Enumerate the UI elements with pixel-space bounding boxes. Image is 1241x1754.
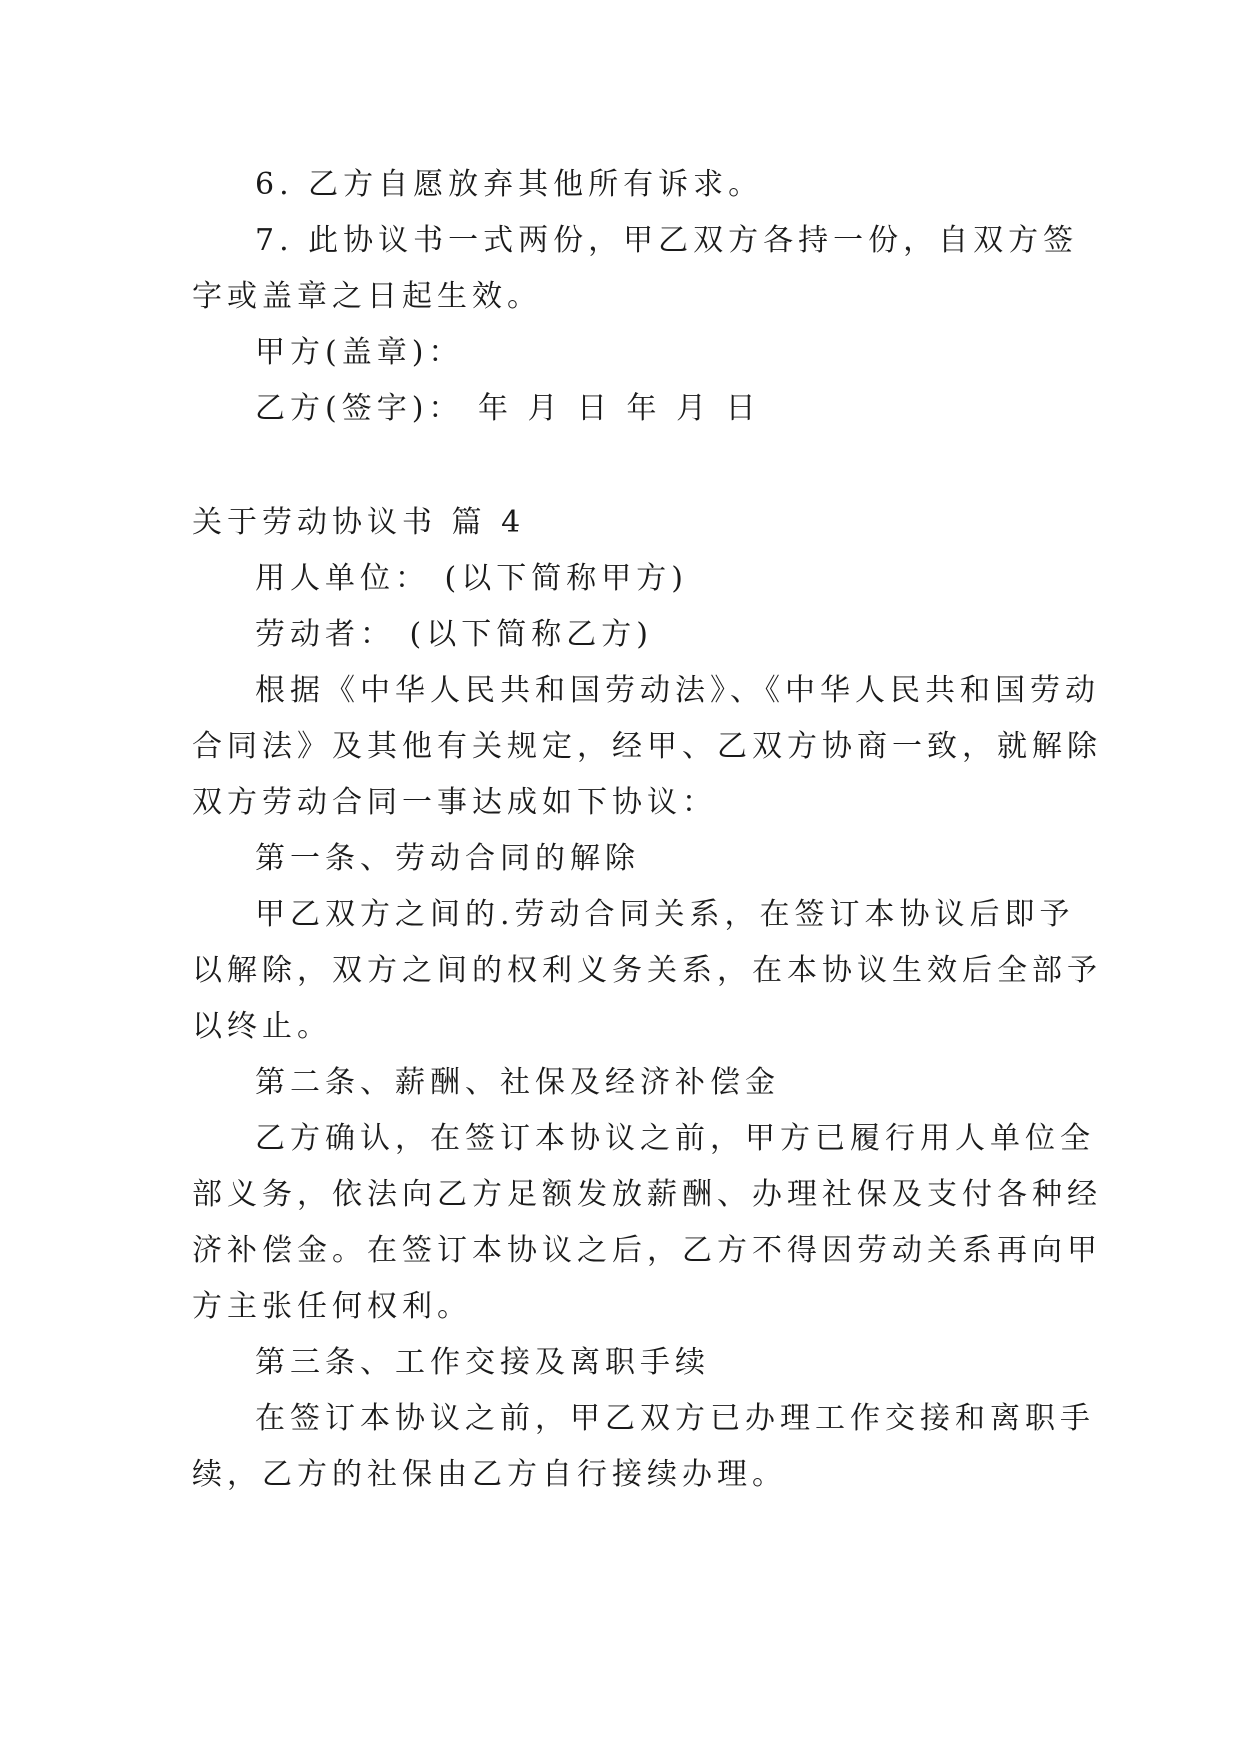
paragraph-line: 部义务，依法向乙方足额发放薪酬、办理社保及支付各种经	[192, 1177, 1102, 1212]
paragraph-line: 合同法》及其他有关规定，经甲、乙双方协商一致，就解除	[192, 729, 1102, 764]
paragraph-line: 7. 此协议书一式两份，甲乙双方各持一份，自双方签	[255, 223, 1079, 258]
paragraph-line: 乙方确认，在签订本协议之前，甲方已履行用人单位全	[255, 1121, 1095, 1156]
paragraph-line: 字或盖章之日起生效。	[192, 279, 542, 314]
paragraph-line: 根据《中华人民共和国劳动法》、《中华人民共和国劳动	[255, 673, 1100, 708]
paragraph-line: 济补偿金。在签订本协议之后，乙方不得因劳动关系再向甲	[192, 1233, 1102, 1268]
article-heading: 第一条、劳动合同的解除	[255, 841, 640, 876]
paragraph-line: 以解除，双方之间的权利义务关系，在本协议生效后全部予	[192, 953, 1102, 988]
article-heading: 第三条、工作交接及离职手续	[255, 1345, 710, 1380]
signature-line-party-a: 甲方(盖章)：	[255, 335, 464, 370]
paragraph-line: 在签订本协议之前，甲乙双方已办理工作交接和离职手	[255, 1401, 1095, 1436]
paragraph-line: 方主张任何权利。	[192, 1289, 472, 1324]
paragraph-line: 用人单位： (以下简称甲方)	[255, 561, 688, 596]
paragraph-line: 劳动者： (以下简称乙方)	[255, 617, 653, 652]
paragraph-line: 续，乙方的社保由乙方自行接续办理。	[192, 1457, 787, 1492]
paragraph-line: 甲乙双方之间的.劳动合同关系，在签订本协议后即予	[255, 897, 1075, 932]
paragraph-line: 双方劳动合同一事达成如下协议：	[192, 785, 717, 820]
section-heading: 关于劳动协议书 篇 4	[192, 505, 526, 540]
paragraph-line: 6. 乙方自愿放弃其他所有诉求。	[255, 167, 764, 202]
article-heading: 第二条、薪酬、社保及经济补偿金	[255, 1065, 780, 1100]
signature-line-party-b: 乙方(签字)： 年 月 日 年 月 日	[255, 391, 761, 426]
paragraph-line: 以终止。	[192, 1009, 332, 1044]
